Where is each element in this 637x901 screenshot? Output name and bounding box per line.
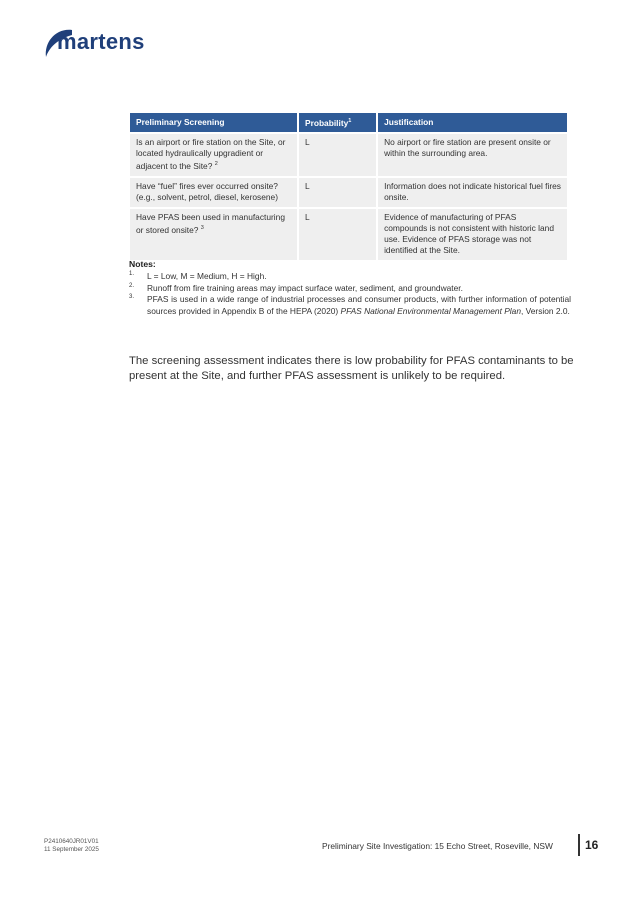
justification-cell: Information does not indicate historical fuel fires onsite. — [378, 176, 567, 207]
table-header-row — [130, 113, 567, 132]
header-preliminary-screening: Preliminary Screening — [130, 113, 297, 132]
probability-cell: L — [299, 207, 376, 260]
footer-divider — [578, 834, 580, 856]
note-item: 2. Runoff from fire training areas may impact surface water, sediment, and groundwater. — [129, 282, 463, 293]
logo-wordmark: martens — [57, 29, 145, 54]
page-number: 16 — [585, 838, 599, 852]
pfas-screening-table — [128, 113, 569, 260]
table-row — [130, 176, 567, 207]
footer-reference — [44, 838, 99, 854]
header-probability: Probability$^1$ — [299, 113, 376, 132]
company-logo — [42, 24, 157, 62]
screening-cell: Have “fuel” fires ever occurred onsite? (e.g., solvent, petrol, diesel, kerosene) — [130, 176, 297, 207]
probability-cell: L — [299, 176, 376, 207]
table-row — [130, 132, 567, 176]
note-item: 3. PFAS is used in a wide range of industrial processes and consumer products, with further information of potential sources provided in Appendix B of the HEPA (2020) PFAS National Environmental Management Plan, Version 2.0. — [129, 294, 571, 316]
footer-document-title: Preliminary Site Investigation: 15 Echo Street, Roseville, NSW — [322, 841, 553, 851]
justification-cell: Evidence of manufacturing of PFAS compounds is not consistent with historic land use. Evidence of PFAS storage was not identified at the Site. — [378, 207, 567, 260]
notes-heading: Notes: — [129, 259, 156, 269]
probability-cell: L — [299, 132, 376, 176]
note-item: 1. L = Low, M = Medium, H = High. — [129, 271, 267, 281]
screening-cell: Have PFAS been used in manufacturing or stored onsite? $^3$ — [130, 207, 297, 260]
justification-cell: No airport or fire station are present onsite or within the surrounding area. — [378, 132, 567, 176]
assessment-conclusion: The screening assessment indicates there is low probability for PFAS contaminants to be present at the Site, and further PFAS assessment is unlikely to be required. — [129, 355, 574, 383]
document-reference: P2410640JR01V01 — [44, 838, 99, 845]
header-justification: Justification — [378, 113, 567, 132]
notes-list — [129, 271, 571, 317]
table-row — [130, 207, 567, 260]
document-date: 11 September 2025 — [44, 846, 99, 853]
screening-cell: Is an airport or fire station on the Site, or located hydraulically upgradient or adjacent to the Site? $^2$ — [130, 132, 297, 176]
